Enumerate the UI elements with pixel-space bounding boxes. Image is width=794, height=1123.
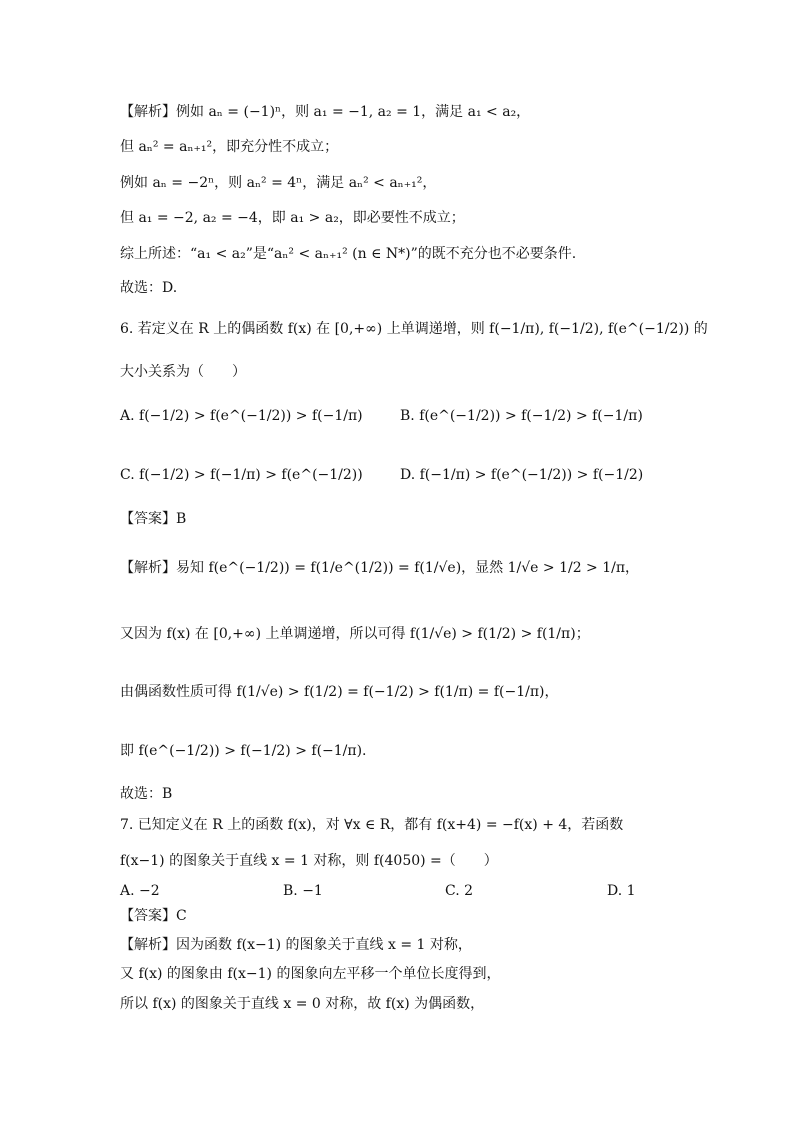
analysis-line-4: 但 a₁ = −2, a₂ = −4，即 a₁ > a₂，即必要性不成立； xyxy=(120,210,465,226)
analysis-conclusion: 综上所述：“a₁ < a₂”是“aₙ² < aₙ₊₁² (n ∈ N*)”的既不充分也不必要条件. xyxy=(120,246,577,262)
q6-analysis-2: 又因为 f(x) 在 [0,+∞) 上单调递增，所以可得 f(1/√e) > f(1/2) > f(1/π)； xyxy=(120,626,590,642)
q7-answer: 【答案】C xyxy=(120,908,187,924)
q6-option-a: A. f(−1/2) > f(e^(−1/2)) > f(−1/π) xyxy=(120,408,363,424)
analysis-line-1: 【解析】例如 aₙ = (−1)ⁿ，则 a₁ = −1, a₂ = 1，满足 a₁ < a₂， xyxy=(120,104,531,120)
q6-answer: 【答案】B xyxy=(120,511,187,527)
q6-option-d: D. f(−1/π) > f(e^(−1/2)) > f(−1/2) xyxy=(400,467,644,483)
q6-analysis-3: 由偶函数性质可得 f(1/√e) > f(1/2) = f(−1/2) > f(1/π) = f(−1/π)， xyxy=(120,684,559,700)
q7-option-d: D. 1 xyxy=(607,883,636,899)
q7-option-c: C. 2 xyxy=(445,883,474,899)
q7-analysis-2: 又 f(x) 的图象由 f(x−1) 的图象向左平移一个单位长度得到， xyxy=(120,966,501,982)
q7-analysis-3: 所以 f(x) 的图象关于直线 x = 0 对称，故 f(x) 为偶函数， xyxy=(120,996,485,1012)
q6-choice: 故选：B xyxy=(120,786,173,802)
question-6-stem: 6. 若定义在 R 上的偶函数 f(x) 在 [0,+∞) 上单调递增，则 f(−1/π), f(−1/2), f(e^(−1/2)) 的 xyxy=(120,321,708,337)
q6-analysis-4: 即 f(e^(−1/2)) > f(−1/2) > f(−1/π). xyxy=(120,743,367,759)
question-7-stem: 7. 已知定义在 R 上的函数 f(x)，对 ∀x ∈ R，都有 f(x+4) = −f(x) + 4，若函数 xyxy=(120,817,624,833)
q6-option-b: B. f(e^(−1/2)) > f(−1/2) > f(−1/π) xyxy=(400,408,643,424)
q7-option-a: A. −2 xyxy=(120,883,160,899)
answer-choice-q5: 故选：D. xyxy=(120,280,178,296)
q6-analysis-1: 【解析】易知 f(e^(−1/2)) = f(1/e^(1/2)) = f(1/√e)，显然 1/√e > 1/2 > 1/π， xyxy=(120,560,640,576)
analysis-line-3: 例如 aₙ = −2ⁿ，则 aₙ² = 4ⁿ，满足 aₙ² < aₙ₊₁²， xyxy=(120,175,437,191)
q7-option-b: B. −1 xyxy=(283,883,323,899)
question-7-stem-cont: f(x−1) 的图象关于直线 x = 1 对称，则 f(4050) =（ ） xyxy=(120,853,498,869)
q6-option-c: C. f(−1/2) > f(−1/π) > f(e^(−1/2)) xyxy=(120,467,363,483)
analysis-line-2: 但 aₙ² = aₙ₊₁²，即充分性不成立； xyxy=(120,139,339,155)
question-6-stem-cont: 大小关系为（ ） xyxy=(120,364,246,380)
q7-analysis-1: 【解析】因为函数 f(x−1) 的图象关于直线 x = 1 对称， xyxy=(120,937,472,953)
